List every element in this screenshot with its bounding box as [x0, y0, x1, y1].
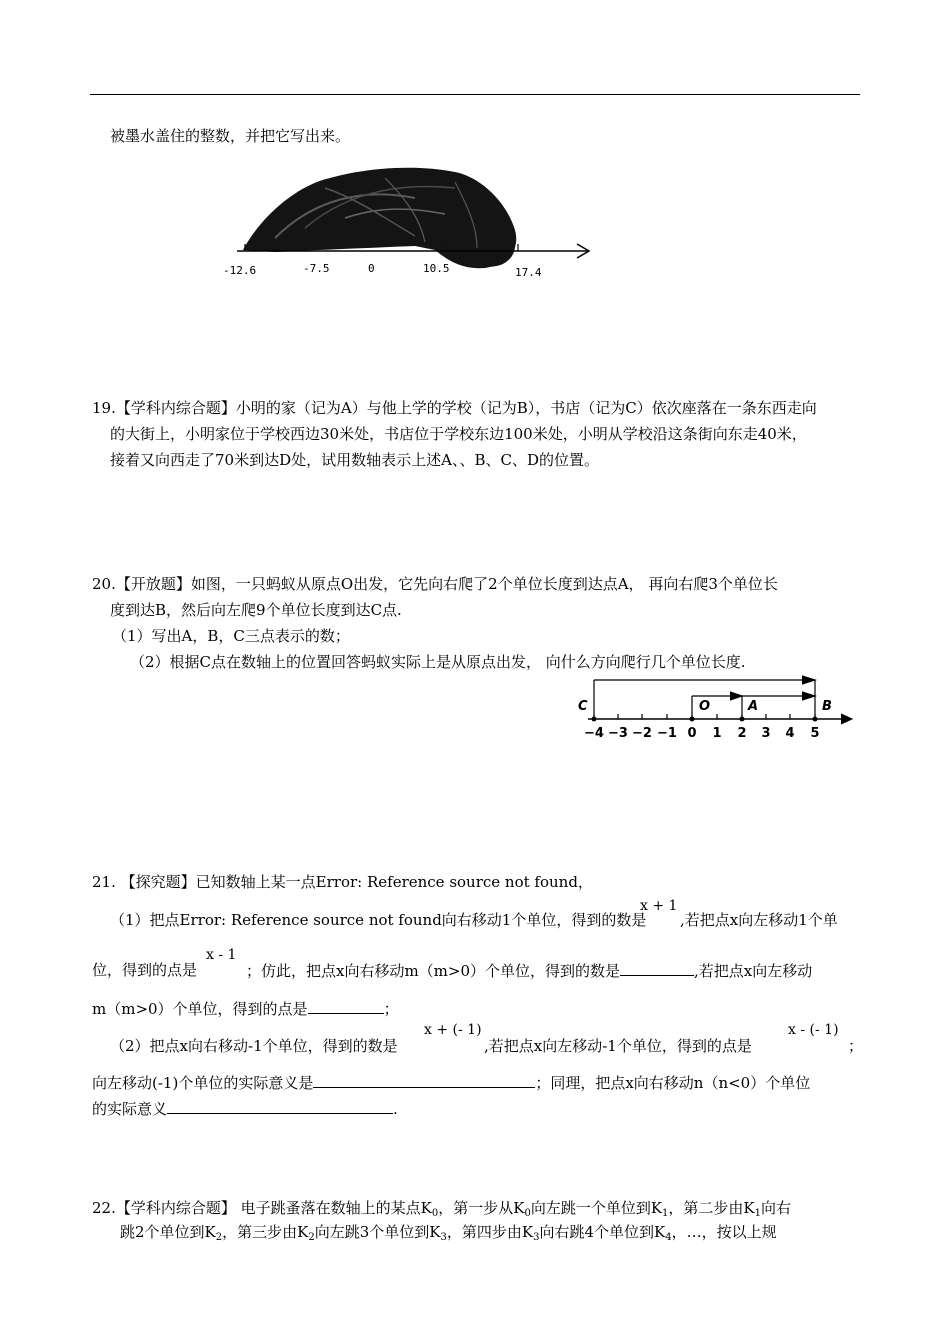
answer-blank-1[interactable] — [620, 960, 694, 976]
q22-text: ，第二步由K — [668, 1199, 755, 1217]
q19-tag: 【学科内综合题】 — [115, 399, 236, 417]
q21-p5b: ；同理，把点x向右移动n（n<0）个单位 — [535, 1074, 811, 1092]
q21-tag: 【探究题】 — [120, 873, 196, 891]
subscript: 0 — [524, 1208, 531, 1219]
answer-blank-4[interactable] — [167, 1098, 393, 1114]
tick-label: −1 — [657, 726, 677, 741]
q20-ant-number-line-figure — [570, 670, 860, 744]
axis-label-2: -7.5 — [303, 262, 330, 275]
q21-p6-row — [92, 1098, 398, 1119]
q20-tag: 【开放题】 — [115, 575, 191, 593]
q21-p1a: （1）把点Error: Reference source not found向右移动1个单位，得到的数是 — [110, 911, 647, 929]
q19-line3: 接着又向西走了70米到达D处，试用数轴表示上述A、、B、C、D的位置。 — [110, 451, 599, 469]
tick-label: −4 — [584, 726, 604, 741]
q21-p3-row — [92, 998, 399, 1019]
answer-blank-3[interactable] — [313, 1072, 535, 1088]
q22-tag: 【学科内综合题】 — [115, 1199, 236, 1217]
nl-label-c: C — [578, 699, 588, 714]
q21-p3b: ； — [383, 1000, 399, 1018]
tick-label: 4 — [785, 726, 795, 741]
nl-tick-labels — [584, 726, 820, 741]
q22-text: 向右 — [761, 1199, 792, 1217]
axis-label-3: 0 — [368, 262, 375, 275]
q19-line1 — [92, 398, 817, 418]
nl-label-o: O — [699, 699, 711, 714]
subscript: 3 — [533, 1232, 540, 1243]
q21-p6a: 的实际意义 — [92, 1100, 168, 1118]
q20-sub2: （2）根据C点在数轴上的位置回答蚂蚁实际上是从原点出发， 向什么方向爬行几个单位长度. — [130, 653, 746, 671]
q22-text: ，第三步由K — [222, 1223, 309, 1241]
tick-label: −2 — [632, 726, 652, 741]
q21-expr-x-plus-neg1: x + (- 1) — [424, 1022, 482, 1038]
ink-blot — [243, 168, 516, 268]
axis-label-1: -12.6 — [223, 264, 257, 277]
q21-p6b: . — [393, 1100, 398, 1118]
q22-line1 — [92, 1198, 791, 1224]
q21-p3a: m（m>0）个单位，得到的点是 — [92, 1000, 308, 1018]
q19-line2: 的大街上，小明家位于学校西边30米处，书店位于学校东边100米处，小明从学校沿这条街向东走40米， — [110, 425, 807, 443]
subscript: 1 — [662, 1208, 669, 1219]
q21-p2b: ；仿此，把点x向右移动m（m>0）个单位，得到的数是 — [246, 962, 621, 980]
q21-expr-x-plus-1: x + 1 — [640, 898, 678, 914]
q21-p4b: ,若把点x向左移动-1个单位，得到的点是 — [484, 1037, 752, 1055]
q21-expr-x-minus-neg1: x - (- 1) — [788, 1022, 839, 1038]
q19-number: 19. — [92, 399, 116, 417]
axis-label-4: 10.5 — [423, 262, 450, 275]
q21-p4c: ； — [848, 1037, 864, 1055]
nl-label-b: B — [822, 699, 832, 714]
q21-expr-x-minus-1: x - 1 — [206, 947, 237, 963]
tick-label: 2 — [737, 726, 747, 741]
q22-number: 22. — [92, 1199, 116, 1217]
q21-p4a: （2）把点x向右移动-1个单位，得到的数是 — [110, 1037, 398, 1055]
q18-ink-number-line-figure — [215, 158, 600, 283]
tick-label: 0 — [687, 726, 697, 741]
q20-number: 20. — [92, 575, 116, 593]
q22-text: 电子跳蚤落在数轴上的某点K — [235, 1199, 432, 1217]
q21-p1b: ,若把点x向左移动1个单 — [680, 911, 838, 929]
q20-line2: 度到达B，然后向左爬9个单位长度到达C点. — [110, 601, 402, 619]
q21-text1: 已知数轴上某一点Error: Reference source not found， — [195, 873, 593, 891]
subscript: 0 — [431, 1208, 439, 1219]
q22-text: ，…，按以上规 — [671, 1223, 777, 1241]
nl-label-a: A — [748, 699, 759, 714]
tick-label: 5 — [810, 726, 820, 741]
nl-arrow — [841, 714, 852, 724]
q22-text: 向左跳3个单位到K — [314, 1223, 441, 1241]
q22-text: 跳2个单位到K — [120, 1223, 216, 1241]
q21-p5-row — [92, 1072, 810, 1093]
q21-p2c: ,若把点x向左移动 — [694, 962, 813, 980]
q19-text1: 小明的家（记为A）与他上学的学校（记为B），书店（记为C）依次座落在一条东西走向 — [235, 399, 817, 417]
q21-p2-row — [246, 960, 812, 981]
q22-text: ，第四步由K — [446, 1223, 534, 1241]
subscript: 2 — [308, 1232, 315, 1243]
tick-label: 1 — [712, 726, 722, 741]
subscript: 2 — [215, 1232, 223, 1243]
q22-text: 向右跳4个单位到K — [539, 1223, 666, 1241]
q18-tail: 被墨水盖住的整数，并把它写出来。 — [110, 127, 351, 145]
tick-label: −3 — [608, 726, 628, 741]
q21-line1 — [92, 872, 593, 892]
q20-line1 — [92, 574, 778, 594]
q20-sub1: （1）写出A，B，C三点表示的数； — [112, 627, 350, 645]
answer-blank-2[interactable] — [308, 998, 384, 1014]
q21-p2a: 位，得到的点是 — [92, 961, 198, 979]
q21-p5a: 向左移动(-1)个单位的实际意义是 — [92, 1074, 314, 1092]
q20-text1: 如图，一只蚂蚁从原点O出发，它先向右爬了2个单位长度到达点A， 再向右爬3个单位长 — [190, 575, 778, 593]
subscript: 4 — [665, 1232, 672, 1243]
subscript: 3 — [440, 1232, 447, 1243]
axis-label-5: 17.4 — [515, 266, 542, 279]
header-rule — [90, 94, 860, 95]
subscript: 1 — [754, 1208, 762, 1219]
q22-text: 向左跳一个单位到K — [530, 1199, 663, 1217]
q22-text: ，第一步从K — [438, 1199, 525, 1217]
q22-line2 — [120, 1222, 777, 1248]
tick-label: 3 — [761, 726, 771, 741]
q21-number: 21. — [92, 873, 116, 891]
